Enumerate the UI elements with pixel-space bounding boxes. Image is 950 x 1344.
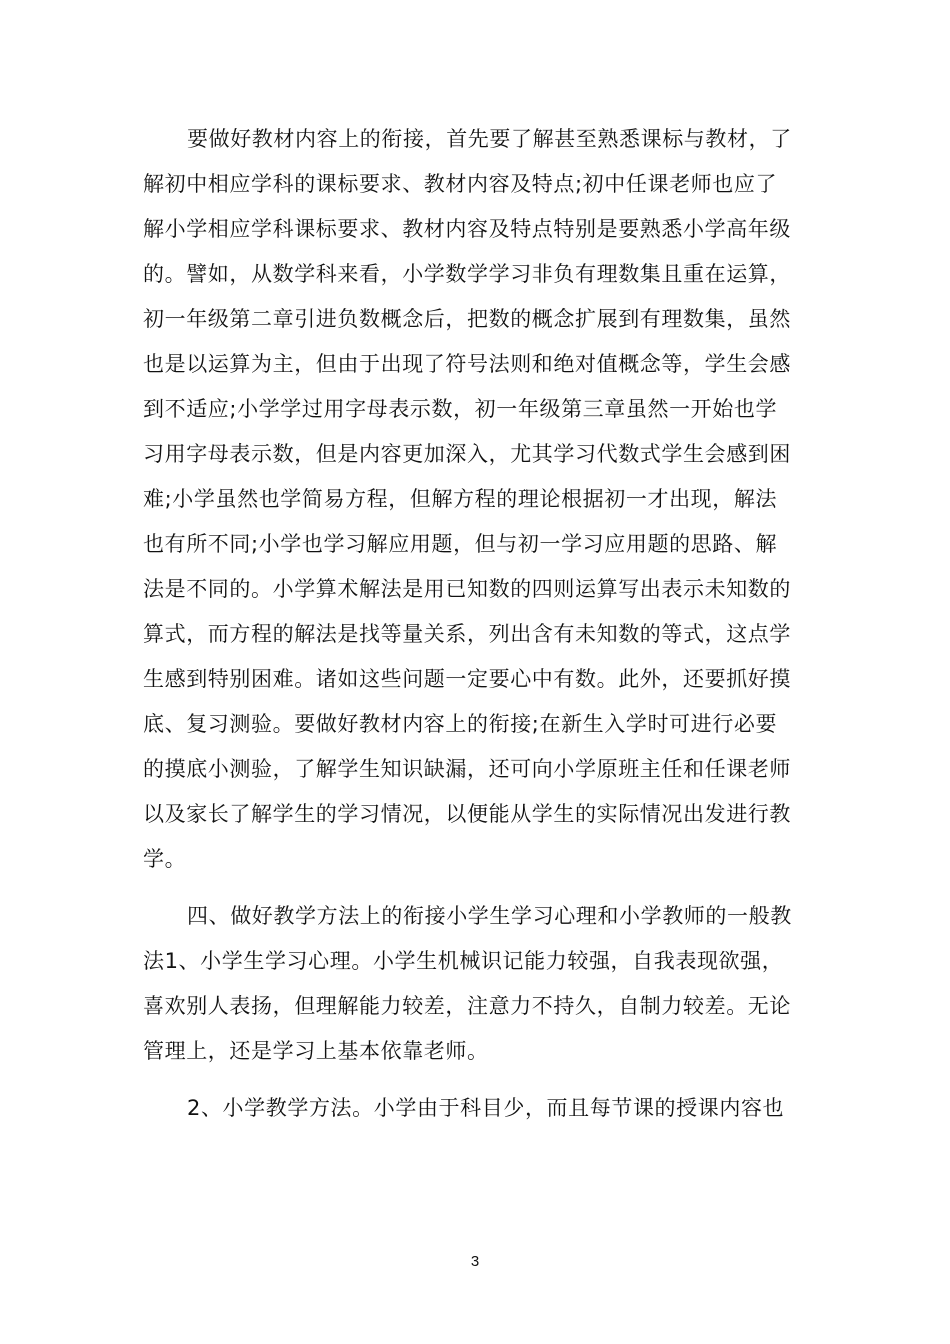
text-line: 解小学相应学科课标要求、教材内容及特点特别是要熟悉小学高年级	[143, 217, 791, 241]
page-number: 3	[470, 1253, 480, 1270]
text-line: 的摸底小测验，了解学生知识缺漏，还可向小学原班主任和任课老师	[143, 757, 791, 781]
paragraph-teaching-material	[143, 117, 823, 882]
document-body	[143, 117, 823, 1131]
text-line: 以及家长了解学生的学习情况，以便能从学生的实际情况出发进行教	[143, 802, 791, 826]
text-line: 也是以运算为主，但由于出现了符号法则和绝对值概念等，学生会感	[143, 352, 791, 376]
text-line: 解初中相应学科的课标要求、教材内容及特点;初中任课老师也应了	[143, 172, 778, 196]
text-line: 生感到特别困难。诸如这些问题一定要心中有数。此外，还要抓好摸	[143, 667, 791, 691]
text-line: 要做好教材内容上的衔接，首先要了解甚至熟悉课标与教材，了	[187, 127, 792, 151]
text-line: 习用字母表示数，但是内容更加深入，尤其学习代数式学生会感到困	[143, 442, 791, 466]
text-line: 初一年级第二章引进负数概念后，把数的概念扩展到有理数集，虽然	[143, 307, 791, 331]
paragraph-teaching-method	[143, 894, 823, 1074]
text-line: 底、复习测验。要做好教材内容上的衔接;在新生入学时可进行必要	[143, 712, 778, 736]
text-line: 四、做好教学方法上的衔接小学生学习心理和小学教师的一般教	[187, 904, 792, 928]
text-line: 也有所不同;小学也学习解应用题，但与初一学习应用题的思路、解	[143, 532, 778, 556]
text-line: 算式，而方程的解法是找等量关系，列出含有未知数的等式，这点学	[143, 622, 791, 646]
text-line: 到不适应;小学学过用字母表示数，初一年级第三章虽然一开始也学	[143, 397, 778, 421]
text-line: 喜欢别人表扬，但理解能力较差，注意力不持久，自制力较差。无论	[143, 994, 791, 1018]
paragraph-primary-method	[143, 1086, 823, 1131]
text-line: 学。	[143, 847, 187, 871]
text-line: 2、小学教学方法。小学由于科目少，而且每节课的授课内容也	[187, 1096, 785, 1120]
text-line: 的。譬如，从数学科来看，小学数学学习非负有理数集且重在运算，	[143, 262, 791, 286]
text-line: 管理上，还是学习上基本依靠老师。	[143, 1039, 489, 1063]
text-line: 法1、小学生学习心理。小学生机械识记能力较强，自我表现欲强，	[143, 949, 784, 973]
text-line: 难;小学虽然也学简易方程，但解方程的理论根据初一才出现，解法	[143, 487, 778, 511]
text-line: 法是不同的。小学算术解法是用已知数的四则运算写出表示未知数的	[143, 577, 791, 601]
